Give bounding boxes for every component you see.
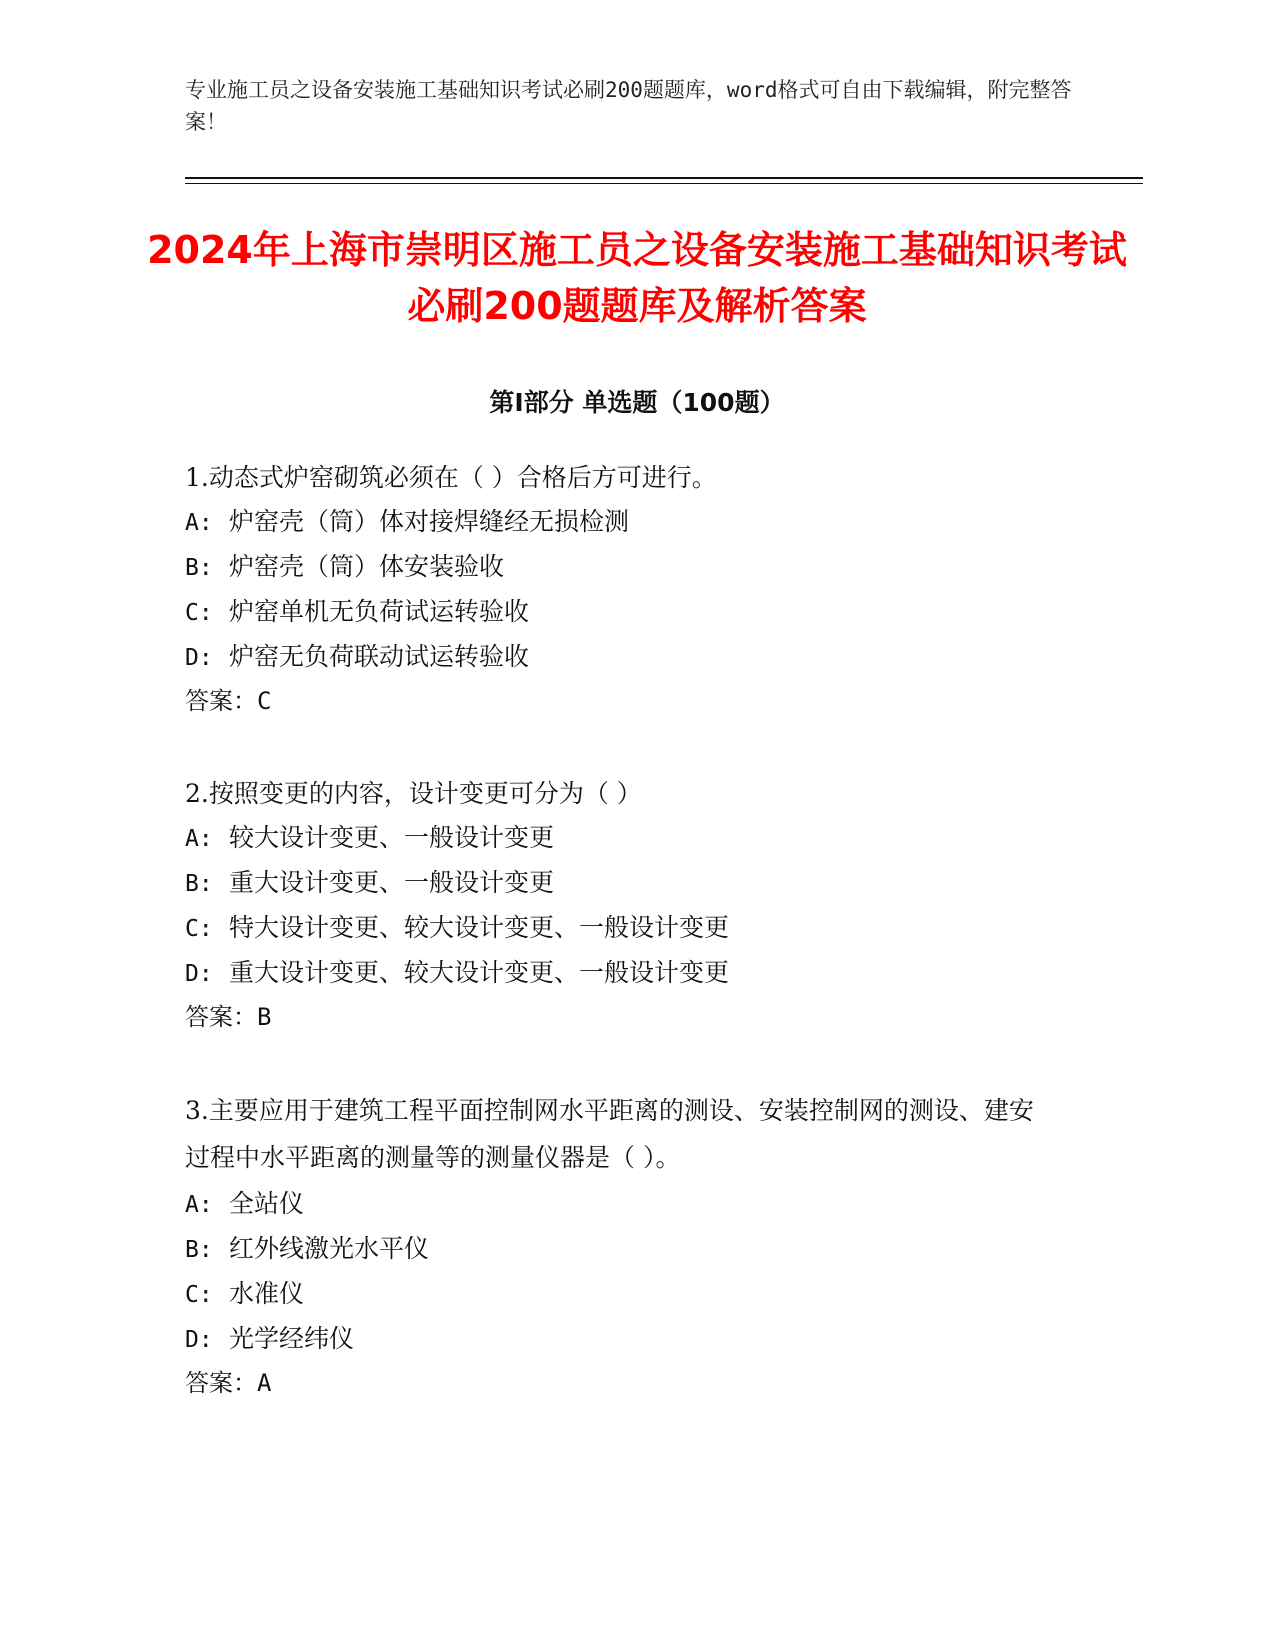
option-text: 全站仪 bbox=[229, 1189, 305, 1218]
option-letter: C: bbox=[185, 1282, 213, 1308]
option-letter: A: bbox=[185, 826, 213, 852]
option-letter: B: bbox=[185, 871, 213, 897]
option-text: 炉窑无负荷联动试运转验收 bbox=[229, 642, 530, 671]
option-text: 重大设计变更、一般设计变更 bbox=[229, 868, 555, 897]
header-divider-thin bbox=[185, 183, 1143, 184]
option-letter: C: bbox=[185, 916, 213, 942]
option-letter: D: bbox=[185, 1327, 213, 1353]
header-divider-thick bbox=[185, 177, 1143, 179]
option-text: 较大设计变更、一般设计变更 bbox=[229, 823, 555, 852]
option-letter: A: bbox=[185, 510, 213, 536]
option-d bbox=[185, 950, 1085, 995]
option-letter: D: bbox=[185, 961, 213, 987]
option-text: 光学经纬仪 bbox=[229, 1324, 355, 1353]
option-c bbox=[185, 589, 1085, 634]
option-letter: D: bbox=[185, 645, 213, 671]
section-title: 第I部分 单选题（100题） bbox=[489, 388, 785, 417]
question-stem: 2.按照变更的内容，设计变更可分为（ ） bbox=[185, 779, 642, 808]
option-letter: B: bbox=[185, 555, 213, 581]
answer: 答案：A bbox=[185, 1369, 272, 1397]
option-text: 炉窑壳（筒）体安装验收 bbox=[229, 552, 505, 581]
option-c bbox=[185, 905, 1085, 950]
option-letter: C: bbox=[185, 600, 213, 626]
option-c bbox=[185, 1271, 1085, 1316]
question-1 bbox=[185, 454, 1085, 724]
option-b bbox=[185, 1226, 1085, 1271]
option-text: 炉窑壳（筒）体对接焊缝经无损检测 bbox=[229, 507, 630, 536]
option-text: 炉窑单机无负荷试运转验收 bbox=[229, 597, 530, 626]
question-3 bbox=[185, 1087, 1085, 1406]
option-letter: A: bbox=[185, 1192, 213, 1218]
option-text: 重大设计变更、较大设计变更、一般设计变更 bbox=[229, 958, 730, 987]
option-d bbox=[185, 1316, 1085, 1361]
answer: 答案：B bbox=[185, 1003, 272, 1031]
question-stem: 3.主要应用于建筑工程平面控制网水平距离的测设、安装控制网的测设、建安过程中水平距离的测量等的测量仪器是（ ）。 bbox=[185, 1096, 1034, 1172]
option-a bbox=[185, 499, 1085, 544]
option-a bbox=[185, 1181, 1085, 1226]
option-d bbox=[185, 634, 1085, 679]
option-letter: B: bbox=[185, 1237, 213, 1263]
question-2 bbox=[185, 770, 1085, 1040]
question-stem: 1.动态式炉窑砌筑必须在（ ）合格后方可进行。 bbox=[185, 463, 717, 492]
option-b bbox=[185, 860, 1085, 905]
answer: 答案：C bbox=[185, 687, 272, 715]
option-text: 水准仪 bbox=[229, 1279, 305, 1308]
header-note: 专业施工员之设备安装施工基础知识考试必刷200题题库，word格式可自由下载编辑，附完整答案！ bbox=[185, 78, 1072, 134]
document-title: 2024年上海市崇明区施工员之设备安装施工基础知识考试必刷200题题库及解析答案 bbox=[147, 228, 1127, 328]
option-text: 特大设计变更、较大设计变更、一般设计变更 bbox=[229, 913, 730, 942]
option-b bbox=[185, 544, 1085, 589]
option-text: 红外线激光水平仪 bbox=[229, 1234, 430, 1263]
option-a bbox=[185, 815, 1085, 860]
